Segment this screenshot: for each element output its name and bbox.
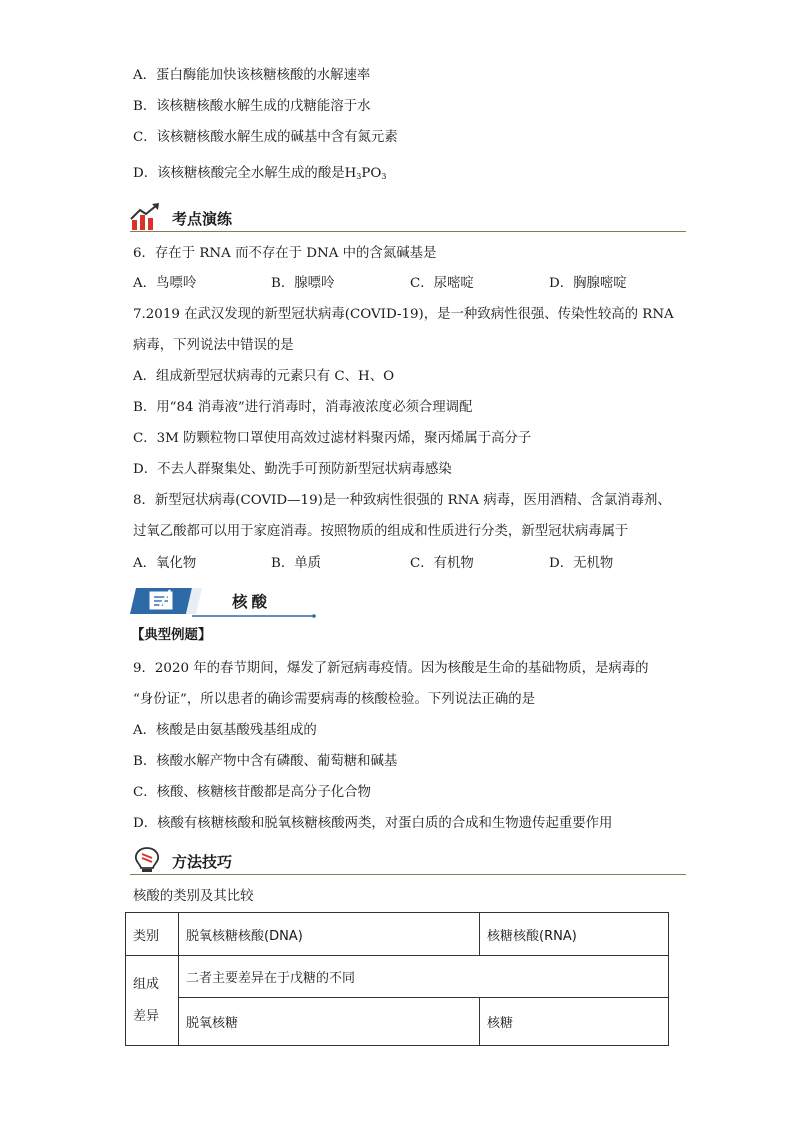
q6-option-d: D．胸腺嘧啶 — [549, 276, 627, 291]
q7-option-c: C．3M 防颗粒物口罩使用高效过滤材料聚丙烯，聚丙烯属于高分子 — [133, 431, 532, 446]
q6-option-c: C．尿嘧啶 — [410, 276, 474, 291]
q8-stem-line2: 过氧乙酸都可以用于家庭消毒。按照物质的组成和性质进行分类，新型冠状病毒属于 — [133, 524, 629, 539]
table-header-row — [126, 913, 669, 956]
q6-option-b: B．腺嘌呤 — [271, 276, 335, 291]
q5-option-a: A．蛋白酶能加快该核糖核酸的水解速率 — [133, 68, 371, 83]
q8-option-a: A．氧化物 — [133, 556, 197, 571]
row-label-composition-difference — [126, 956, 179, 1046]
q9-option-c: C．核酸、核糖核苷酸都是高分子化合物 — [133, 785, 371, 800]
q8-option-d: D．无机物 — [549, 556, 614, 571]
q5-option-b: B．该核糖核酸水解生成的戊糖能溶于水 — [133, 99, 371, 114]
section-rule — [130, 231, 686, 232]
q9-stem-line2: “身份证”，所以患者的确诊需要病毒的核酸检验。下列说法正确的是 — [133, 692, 536, 707]
row-label-line2: 差异 — [133, 1008, 160, 1024]
topic-banner-hesuan — [130, 586, 316, 618]
table-row — [126, 956, 669, 998]
q9-option-b: B．核酸水解产物中含有磷酸、葡萄糖和碱基 — [133, 754, 398, 769]
q8-option-c: C．有机物 — [410, 556, 474, 571]
header-rna: 核糖核酸(RNA) — [480, 913, 669, 956]
banner-title: 核酸 — [232, 593, 272, 611]
subscript: 3 — [356, 172, 362, 181]
section-title: 方法技巧 — [172, 853, 233, 871]
subscript: 3 — [381, 172, 387, 181]
header-dna: 脱氧核糖核酸(DNA) — [179, 913, 480, 956]
row-label-line1: 组成 — [133, 976, 160, 992]
q7-option-d: D．不去人群聚集处、勤洗手可预防新型冠状病毒感染 — [133, 462, 452, 477]
section-header-fangfa — [130, 845, 686, 875]
typical-example-label: 【典型例题】 — [131, 627, 212, 643]
cell-rna-sugar: 核糖 — [480, 998, 669, 1046]
section-header-kaodian — [130, 202, 686, 232]
q8-options — [133, 555, 693, 573]
q8-option-b: B．单质 — [271, 556, 322, 571]
q6-options — [133, 275, 693, 293]
q9-option-a: A．核酸是由氨基酸残基组成的 — [133, 723, 317, 738]
q5-option-d-text: D．该核糖核酸完全水解生成的酸是H — [133, 166, 357, 181]
q6-option-a: A．鸟嘌呤 — [133, 276, 197, 291]
q6-stem: 6．存在于 RNA 而不存在于 DNA 中的含氮碱基是 — [133, 246, 437, 261]
lightbulb-icon — [130, 845, 164, 875]
section-title: 考点演练 — [172, 210, 233, 228]
nucleic-acid-comparison-table — [125, 912, 669, 1046]
q9-stem-line1: 9．2020 年的春节期间，爆发了新冠病毒疫情。因为核酸是生命的基础物质，是病毒的 — [133, 661, 649, 676]
header-category: 类别 — [126, 913, 179, 956]
cell-dna-sugar: 脱氧核糖 — [179, 998, 480, 1046]
q7-stem-line1: 7.2019 在武汉发现的新型冠状病毒(COVID-19)，是一种致病性很强、传染性较高的 RNA — [133, 307, 674, 322]
q7-stem-line2: 病毒，下列说法中错误的是 — [133, 338, 294, 353]
cell-diff-text: 二者主要差异在于戊糖的不同 — [179, 956, 669, 998]
q8-stem-line1: 8．新型冠状病毒(COVID—19)是一种致病性很强的 RNA 病毒，医用酒精、含氯消毒剂、 — [133, 493, 671, 508]
q5-option-d-formula: PO — [361, 166, 382, 181]
q5-option-d — [133, 165, 386, 186]
q9-option-d: D．核酸有核糖核酸和脱氧核糖核酸两类，对蛋白质的合成和生物遗传起重要作用 — [133, 816, 613, 831]
section-rule — [130, 874, 686, 875]
chart-arrow-icon — [130, 202, 164, 232]
notebook-banner-icon — [130, 586, 316, 618]
table-caption: 核酸的类别及其比较 — [133, 889, 254, 904]
q5-option-c: C．该核糖核酸水解生成的碱基中含有氮元素 — [133, 130, 398, 145]
q7-option-b: B．用“84 消毒液”进行消毒时，消毒液浓度必须合理调配 — [133, 400, 473, 415]
q7-option-a: A．组成新型冠状病毒的元素只有 C、H、O — [133, 369, 395, 384]
table-row — [126, 998, 669, 1046]
